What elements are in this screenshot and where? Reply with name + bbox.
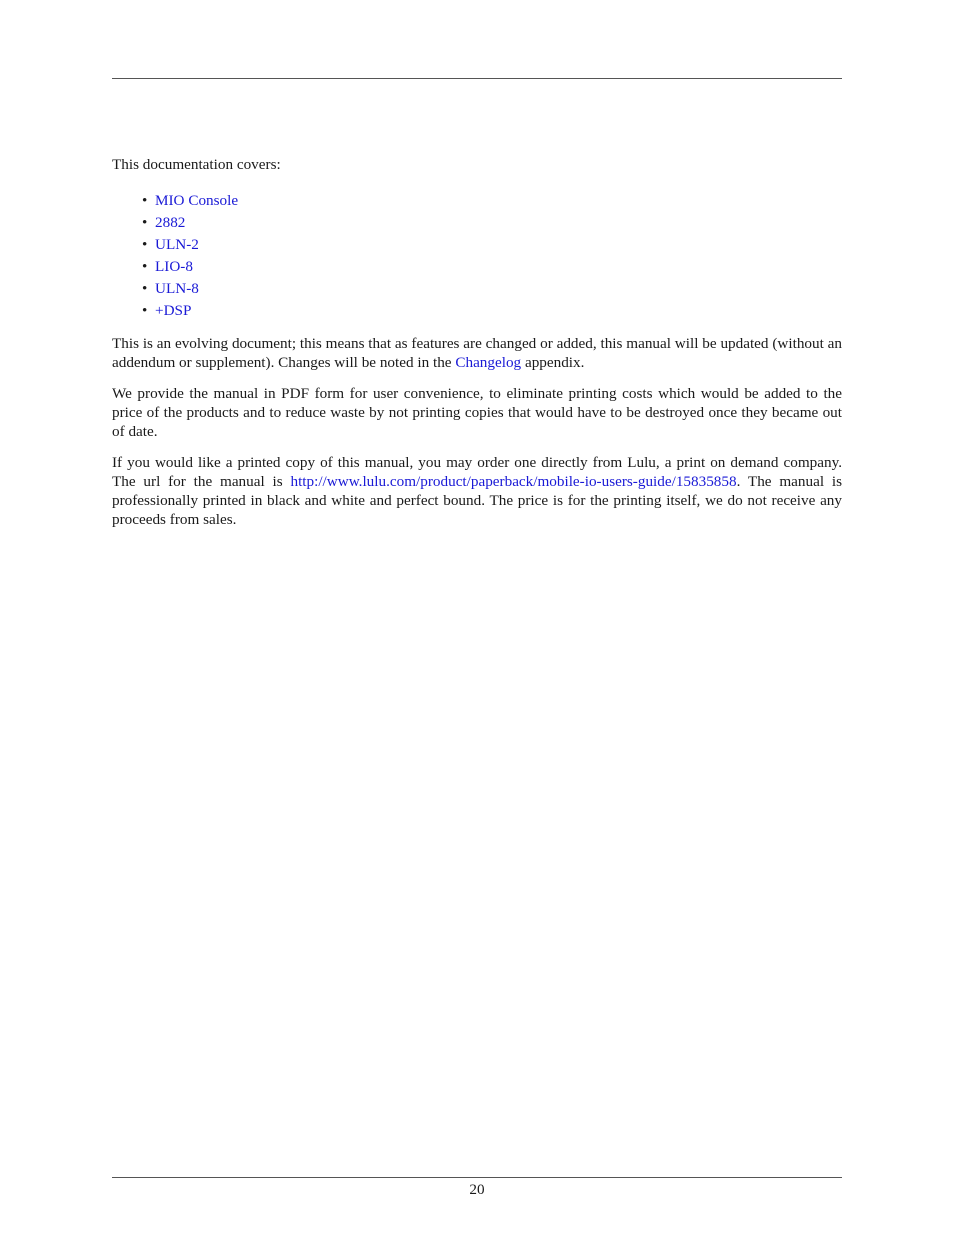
link-uln-2[interactable]: ULN-2 xyxy=(155,236,199,253)
bullet-icon: • xyxy=(142,192,148,209)
product-list xyxy=(112,190,842,322)
page-content xyxy=(112,155,842,529)
link-mio-console[interactable]: MIO Console xyxy=(155,192,239,209)
list-item xyxy=(142,212,842,234)
list-item xyxy=(142,234,842,256)
link-dsp[interactable]: +DSP xyxy=(155,302,192,319)
paragraph-text: If you would like a printed copy of this manual, you may order one directly from Lulu, a print on demand company. The url for the manual is xyxy=(112,454,842,490)
paragraph-text: This is an evolving document; this means that as features are changed or added, this manual will be updated (without an addendum or supplement). Changes will be noted in the xyxy=(112,335,842,371)
page-number: 20 xyxy=(469,1181,485,1198)
list-item xyxy=(142,190,842,212)
bullet-icon: • xyxy=(142,258,148,275)
footer-rule xyxy=(112,1177,842,1178)
paragraph-pdf-form: We provide the manual in PDF form for user convenience, to eliminate printing costs which would be added to the price of the products and to reduce waste by not printing copies that would have to be destroyed once they became out of date. xyxy=(112,385,842,440)
list-item xyxy=(142,256,842,278)
paragraph-printed-copy xyxy=(112,453,842,529)
link-lio-8[interactable]: LIO-8 xyxy=(155,258,193,275)
paragraph-text: appendix. xyxy=(521,354,585,371)
bullet-icon: • xyxy=(142,214,148,231)
intro-text: This documentation covers: xyxy=(112,156,281,173)
list-item xyxy=(142,278,842,300)
list-item xyxy=(142,300,842,322)
bullet-icon: • xyxy=(142,302,148,319)
bullet-icon: • xyxy=(142,280,148,297)
link-changelog[interactable]: Changelog xyxy=(455,354,522,371)
link-2882[interactable]: 2882 xyxy=(155,214,186,231)
header-rule xyxy=(112,78,842,79)
paragraph-evolving-document xyxy=(112,334,842,372)
link-uln-8[interactable]: ULN-8 xyxy=(155,280,199,297)
bullet-icon: • xyxy=(142,236,148,253)
paragraph-text: . The manual is professionally printed in black and white and perfect bound. The price is for the printing itself, we do not receive any proceeds from sales. xyxy=(112,473,843,528)
link-lulu-url[interactable]: http://www.lulu.com/product/paperback/mobile-io-users-guide/15835858 xyxy=(290,473,737,490)
